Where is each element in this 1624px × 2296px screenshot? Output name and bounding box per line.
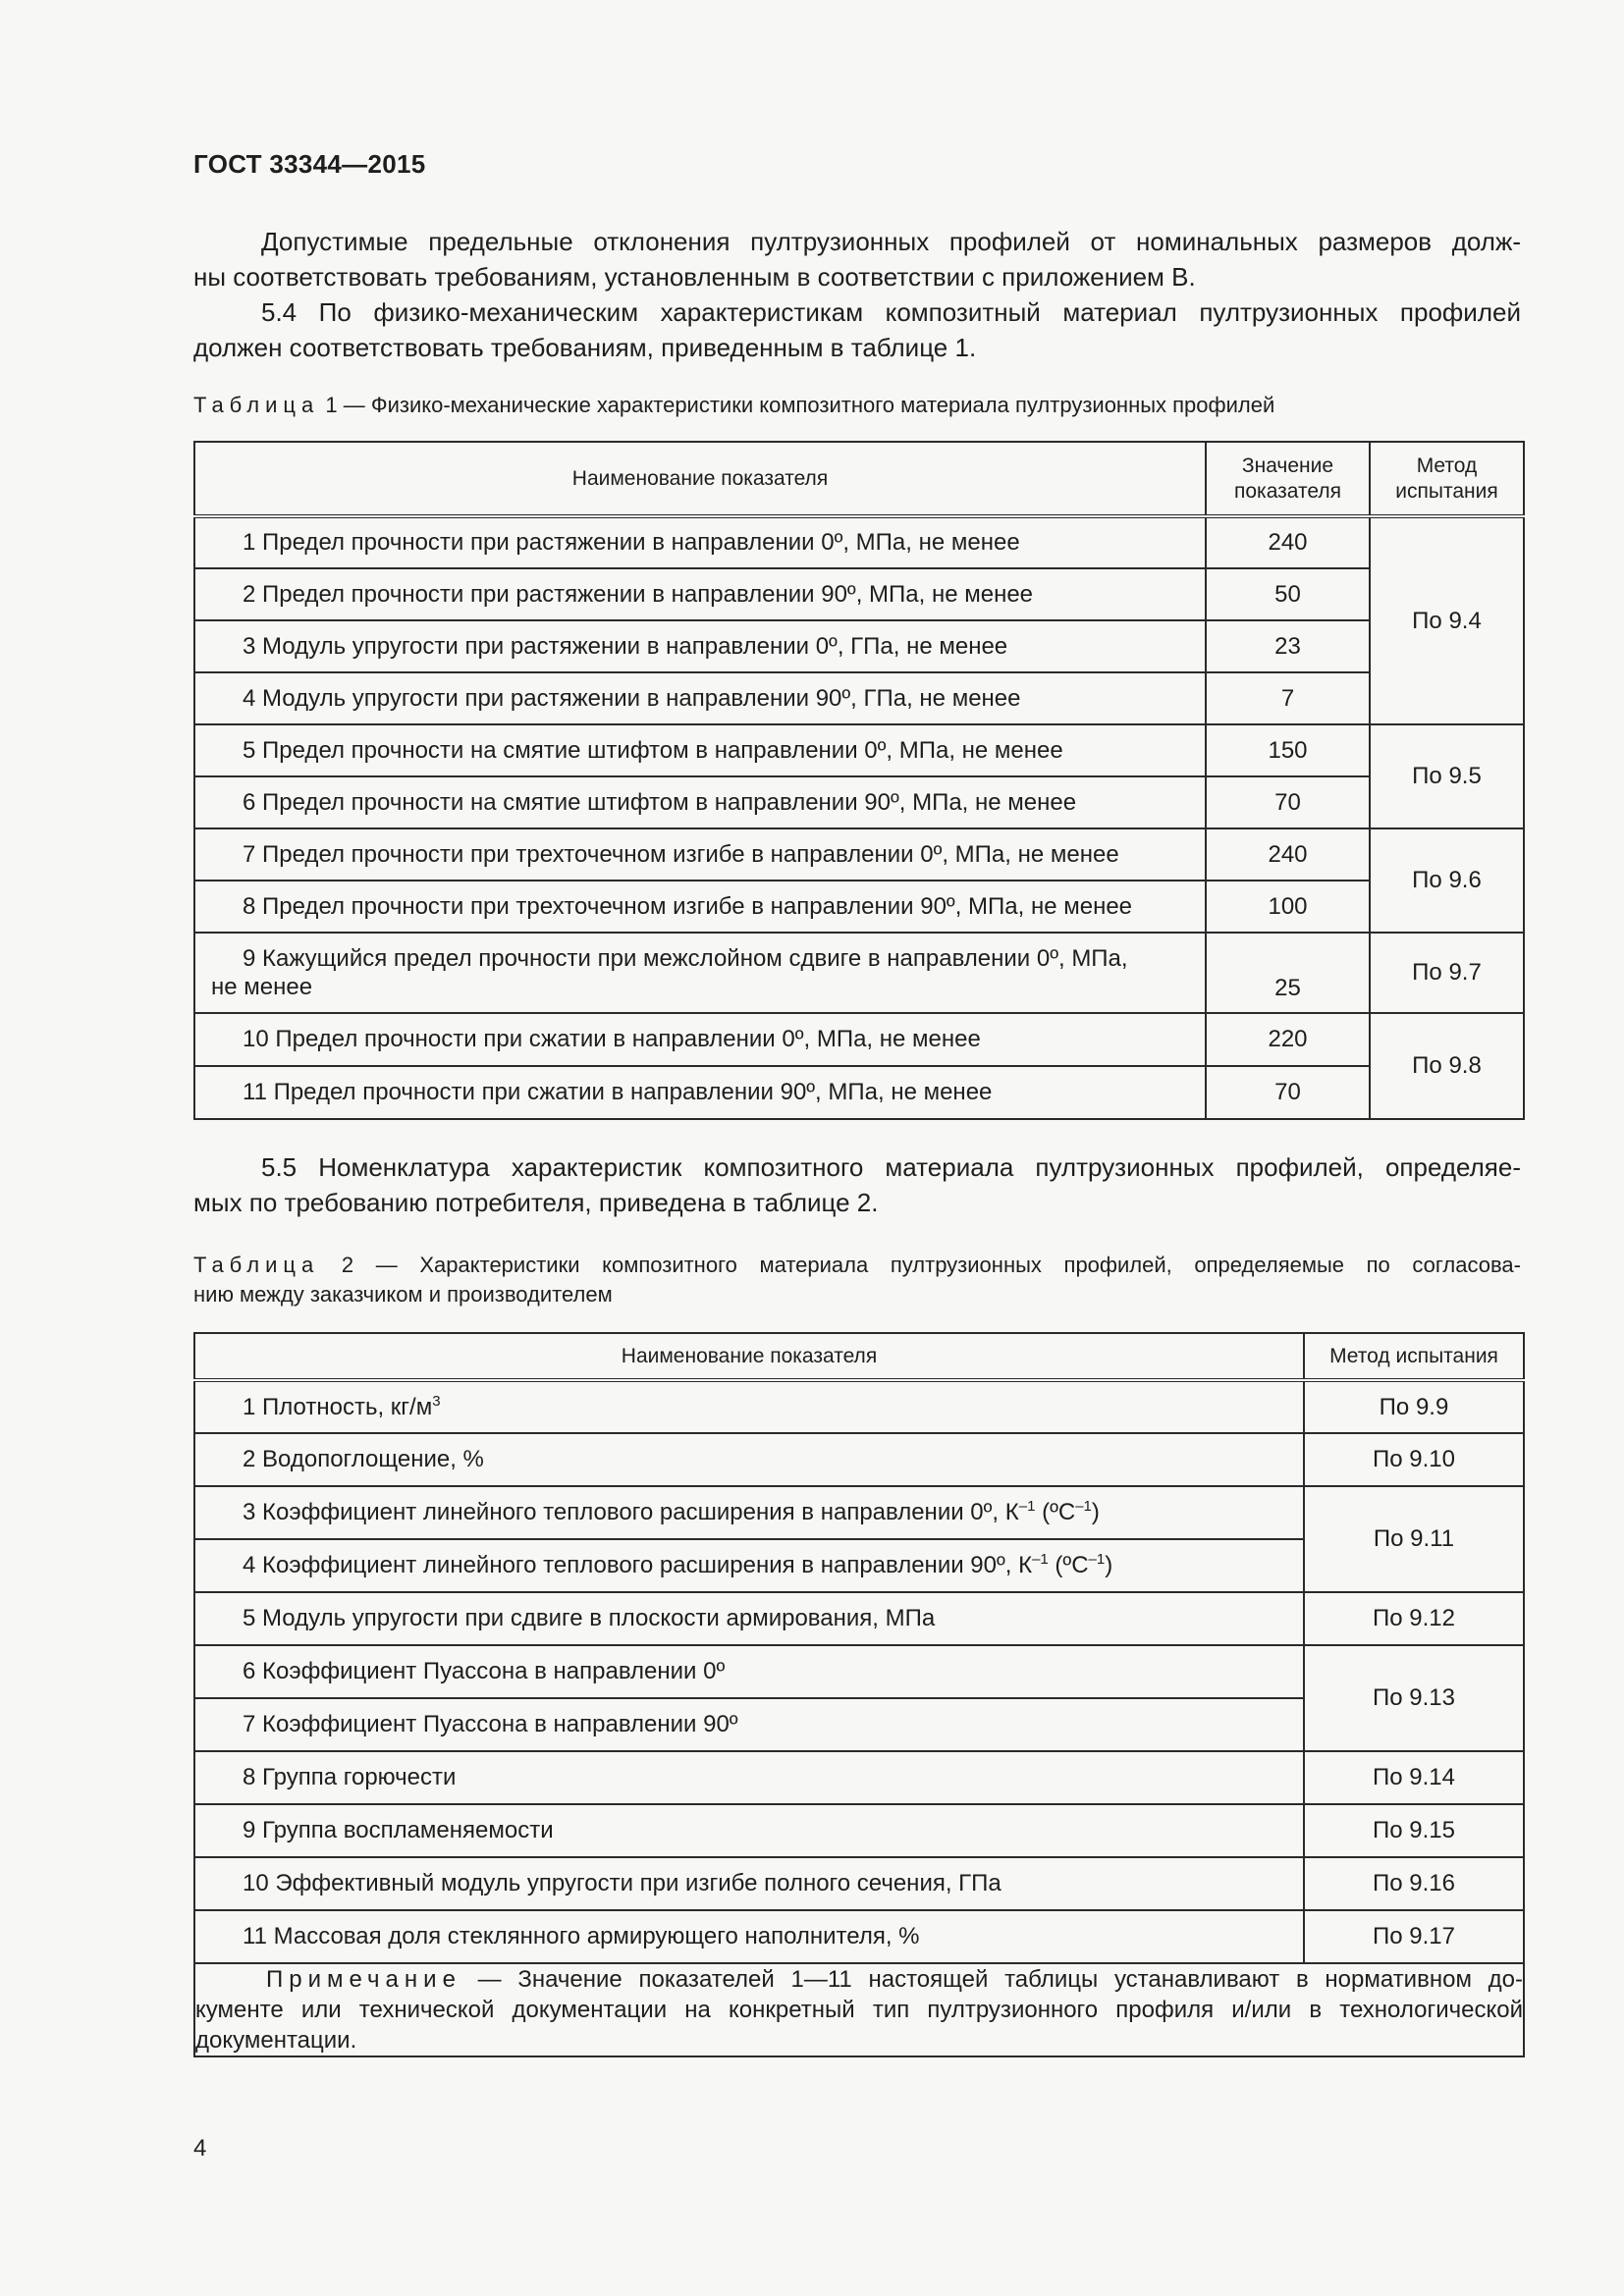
row-name: 9 Кажущийся предел прочности при межслойном сдвиге в направлении 0º, МПа, не менее — [194, 933, 1206, 1013]
row-value: 50 — [1206, 568, 1370, 620]
row-value: 240 — [1206, 828, 1370, 881]
clause-5-4-line-1: 5.4 По физико-механическим характеристикам композитный материал пултрузионных профилей — [261, 297, 1521, 327]
table-row — [194, 776, 1524, 828]
table-row — [194, 828, 1524, 881]
row-value: 7 — [1206, 672, 1370, 724]
row-method: По 9.14 — [1304, 1751, 1524, 1804]
row-value: 70 — [1206, 776, 1370, 828]
table-row — [194, 1645, 1524, 1698]
row-name: 10 Предел прочности при сжатии в направлении 0º, МПа, не менее — [194, 1013, 1206, 1066]
row-method: По 9.16 — [1304, 1857, 1524, 1910]
table1-caption-label: Таблица — [193, 393, 320, 417]
table1-header-value: Значение показателя — [1206, 442, 1370, 516]
table2-caption-label: Таблица — [193, 1253, 320, 1277]
table1 — [193, 441, 1525, 1120]
note-label: Примечание — [266, 1966, 461, 1993]
table2-note — [194, 1963, 1524, 2056]
row-method: По 9.8 — [1370, 1013, 1524, 1119]
row-method: По 9.7 — [1370, 933, 1524, 1013]
row-name: 1 Плотность, $кг/м^3$ — [194, 1380, 1304, 1433]
row-name: 3 Модуль упругости при растяжении в направлении 0º, ГПа, не менее — [194, 620, 1206, 672]
clause-5-5-line-2: мых по требованию потребителя, приведена в таблице 2. — [193, 1188, 879, 1217]
table-row — [194, 1592, 1524, 1645]
table-row — [194, 1433, 1524, 1486]
row-name: 6 Коэффициент Пуассона в направлении 0º — [194, 1645, 1304, 1698]
table-row — [194, 1066, 1524, 1119]
table-row — [194, 620, 1524, 672]
clause-5-5-line-1: 5.5 Номенклатура характеристик композитного материала пултрузионных профилей, определяе- — [261, 1152, 1521, 1182]
document-header: ГОСТ 33344—2015 — [193, 149, 426, 179]
row-value: 23 — [1206, 620, 1370, 672]
row-name: 11 Массовая доля стеклянного армирующего наполнителя, % — [194, 1910, 1304, 1963]
table2 — [193, 1332, 1525, 2057]
row-value: 240 — [1206, 516, 1370, 568]
note-line-2: кументе или технической документации на конкретный тип пултрузионного профиля и/или в технологической — [195, 1997, 1523, 2023]
clause-5-4-line-2: должен соответствовать требованиям, приведенным в таблице 1. — [193, 333, 977, 362]
row-name: 7 Коэффициент Пуассона в направлении 90º — [194, 1698, 1304, 1751]
note-line-1: — Значение показателей 1—11 настоящей таблицы устанавливают в нормативном до- — [460, 1966, 1523, 1993]
row-name: 2 Водопоглощение, % — [194, 1433, 1304, 1486]
row-name: 2 Предел прочности при растяжении в направлении 90º, МПа, не менее — [194, 568, 1206, 620]
table-row — [194, 724, 1524, 776]
intro-line-2: ны соответствовать требованиям, установленным в соответствии с приложением В. — [193, 262, 1196, 292]
table-row — [194, 1013, 1524, 1066]
row-name: 5 Модуль упругости при сдвиге в плоскости армирования, МПа — [194, 1592, 1304, 1645]
table-row — [194, 1857, 1524, 1910]
row-method: По 9.17 — [1304, 1910, 1524, 1963]
row-method: По 9.12 — [1304, 1592, 1524, 1645]
row-name: 8 Группа горючести — [194, 1751, 1304, 1804]
table-row — [194, 1380, 1524, 1433]
table-row — [194, 1486, 1524, 1539]
row-name: 6 Предел прочности на смятие штифтом в направлении 90º, МПа, не менее — [194, 776, 1206, 828]
table2-caption-text: 2 — Характеристики композитного материала пултрузионных профилей, определяемые по согласова- — [319, 1253, 1521, 1277]
intro-paragraph — [193, 224, 1521, 294]
row-value: 220 — [1206, 1013, 1370, 1066]
table-row — [194, 1751, 1524, 1804]
clause-5-5 — [193, 1149, 1521, 1220]
table2-header-method: Метод испытания — [1304, 1333, 1524, 1380]
row-name: 10 Эффективный модуль упругости при изгибе полного сечения, ГПа — [194, 1857, 1304, 1910]
table-row — [194, 1804, 1524, 1857]
row-method: По 9.11 — [1304, 1486, 1524, 1592]
table-row — [194, 568, 1524, 620]
row-method: По 9.9 — [1304, 1380, 1524, 1433]
table1-header-method: Метод испытания — [1370, 442, 1524, 516]
row-method: По 9.5 — [1370, 724, 1524, 828]
table1-header-name: Наименование показателя — [194, 442, 1206, 516]
row-method: По 9.13 — [1304, 1645, 1524, 1751]
row-name: 3 Коэффициент линейного теплового расширения в направлении 0º, $К^{-1}$ (ºС$^{-1}$) — [194, 1486, 1304, 1539]
table2-header-name: Наименование показателя — [194, 1333, 1304, 1380]
row-method: По 9.10 — [1304, 1433, 1524, 1486]
table2-note-row — [194, 1963, 1524, 2056]
row-name: 9 Группа воспламеняемости — [194, 1804, 1304, 1857]
row-method: По 9.15 — [1304, 1804, 1524, 1857]
table-row — [194, 881, 1524, 933]
clause-5-4 — [193, 294, 1521, 365]
note-line-3: документации. — [195, 2027, 357, 2054]
table2-caption — [193, 1251, 1521, 1309]
intro-line-1: Допустимые предельные отклонения пултрузионных профилей от номинальных размеров долж- — [261, 227, 1521, 256]
table1-caption — [193, 391, 1521, 420]
table-row — [194, 516, 1524, 568]
row-name: 5 Предел прочности на смятие штифтом в направлении 0º, МПа, не менее — [194, 724, 1206, 776]
row-value: 100 — [1206, 881, 1370, 933]
row-value: 25 — [1206, 933, 1370, 1013]
page-number: 4 — [193, 2135, 207, 2162]
row-value: 150 — [1206, 724, 1370, 776]
table1-caption-text: 1 — Физико-механические характеристики композитного материала пултрузионных профилей — [319, 393, 1275, 417]
row-name: 1 Предел прочности при растяжении в направлении 0º, МПа, не менее — [194, 516, 1206, 568]
table-row — [194, 933, 1524, 1013]
row-value: 70 — [1206, 1066, 1370, 1119]
row-name: 7 Предел прочности при трехточечном изгибе в направлении 0º, МПа, не менее — [194, 828, 1206, 881]
row-name: 8 Предел прочности при трехточечном изгибе в направлении 90º, МПа, не менее — [194, 881, 1206, 933]
row-method: По 9.6 — [1370, 828, 1524, 933]
row-name: 11 Предел прочности при сжатии в направлении 90º, МПа, не менее — [194, 1066, 1206, 1119]
table-row — [194, 1910, 1524, 1963]
row-name: 4 Модуль упругости при растяжении в направлении 90º, ГПа, не менее — [194, 672, 1206, 724]
row-name: 4 Коэффициент линейного теплового расширения в направлении 90º, $К^{-1}$ (ºС$^{-1}$) — [194, 1539, 1304, 1592]
table2-caption-line-2: нию между заказчиком и производителем — [193, 1282, 613, 1307]
table-row — [194, 672, 1524, 724]
row-method: По 9.4 — [1370, 516, 1524, 724]
